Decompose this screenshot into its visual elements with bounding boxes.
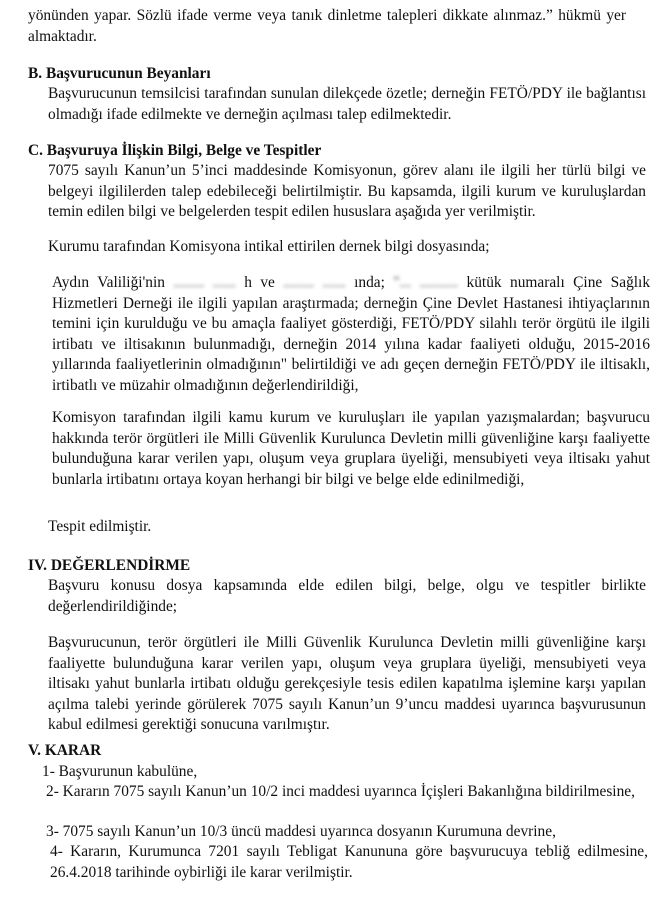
top-paragraph: yönünden yapar. Sözlü ifade verme veya tanık dinletme talepleri dikkate alınmaz.” hükmü yer almaktadır. bbox=[28, 7, 626, 45]
redacted-text: ........ ...... bbox=[173, 274, 236, 291]
section-iv-heading: IV. DEĞERLENDİRME bbox=[28, 557, 191, 574]
section-b-heading: B. Başvurucunun Beyanları bbox=[28, 65, 211, 82]
section-iv-para1: Başvuru konusu dosya kapsamında elde edilen bilgi, belge, olgu ve tespitler birlikte değerlendirildiğinde; bbox=[48, 577, 646, 615]
decision-item-3: 3- 7075 sayılı Kanun’un 10/3 üncü maddesi uyarınca dosyanın Kurumuna devrine, bbox=[46, 823, 556, 840]
section-c-para2: Kurumu tarafından Komisyona intikal ettirilen dernek bilgi dosyasında; bbox=[48, 238, 490, 255]
redacted-text: "... .......... bbox=[393, 274, 459, 291]
para3-rest: kütük numaralı Çine Sağlık Hizmetleri Derneği ile ilgili yapılan araştırmada; derneğin Çine Devlet Hastanesi ihtiyaçlarının temini için kurulduğu ve bu amaçla faaliyet gösterdiği, FETÖ/PDY silahlı terör örgütü ile ilgili irtibatı ve iltisakının bulunmadığı, derneğin 2014 yılına kadar faaliyeti olduğu, 2015-2016 yıllarında faaliyetlerinin olmadığının" belirtildiği ve adı geçen derneğin FETÖ/PDY ile iltisaklı, irtibatlı ve müzahir olmadığının değerlendirildiği, bbox=[52, 274, 651, 394]
section-v-heading: V. KARAR bbox=[28, 742, 102, 759]
para3-mid2: ında; bbox=[354, 274, 385, 291]
section-iv-para2: Başvurucunun, terör örgütleri ile Milli Güvenlik Kurulunca Devletin milli güvenliğine karşı faaliyette bulunduğuna karar verilen yapı, oluşum veya gruplara üyeliği, mensubiyeti veya iltisakı yahut bunlarla irtibatı olduğu gerekçesiyle tesis edilen kapatılma işlemine karşı yapılan açılma talebi yerinde görülerek 7075 sayılı Kanun’un 9’uncu maddesi uyarınca başvurusunun kabul edilmesi gerektiği sonucuna varılmıştır. bbox=[48, 634, 646, 734]
decision-item-4: 4- Kararın, Kurumunca 7201 sayılı Tebligat Kanununa göre başvurucuya tebliğ edilmesine, 26.4.2018 tarihinde oybirliği ile karar verilmiştir. bbox=[50, 843, 648, 881]
section-c-para1: 7075 sayılı Kanun’un 5’inci maddesinde Komisyonun, görev alanı ile ilgili her türlü bilgi ve belgeyi ilgililerden talep edebileceği belirtilmiştir. Bu kapsamda, ilgili kurum ve kuruluşlardan temin edilen bilgi ve belgelerden tespit edilen hususlara aşağıda yer verilmiştir. bbox=[48, 162, 646, 221]
para3-start: Aydın Valiliği'nin bbox=[52, 274, 165, 291]
decision-item-1: 1- Başvurunun kabulüne, bbox=[42, 763, 198, 780]
redacted-text: ........ ...... bbox=[283, 274, 346, 291]
section-b-text: Başvurucunun temsilcisi tarafından sunulan dilekçede özetle; derneğin FETÖ/PDY ile bağlantısı olmadığı ifade edilmekte ve derneğin açılması talep edilmektedir. bbox=[48, 85, 646, 123]
section-c-para5: Tespit edilmiştir. bbox=[48, 518, 152, 535]
decision-item-2: 2- Kararın 7075 sayılı Kanun’un 10/2 inci maddesi uyarınca İçişleri Bakanlığına bildirilmesine, bbox=[46, 783, 635, 800]
section-c-para4: Komisyon tarafından ilgili kamu kurum ve kuruluşları ile yapılan yazışmalardan; başvurucu hakkında terör örgütleri ile Milli Güvenlik Kurulunca Devletin milli güvenliğine karşı faaliyette bulunduğuna karar verilen yapı, oluşum veya gruplara üyeliği, mensubiyeti veya iltisakı yahut bunlarla irtibatını ortaya koyan herhangi bir bilgi ve belge elde edinilmediği, bbox=[52, 409, 650, 488]
para3-mid1: h ve bbox=[244, 274, 275, 291]
section-c-heading: C. Başvuruya İlişkin Bilgi, Belge ve Tespitler bbox=[28, 142, 322, 159]
section-c-para3 bbox=[28, 273, 650, 397]
